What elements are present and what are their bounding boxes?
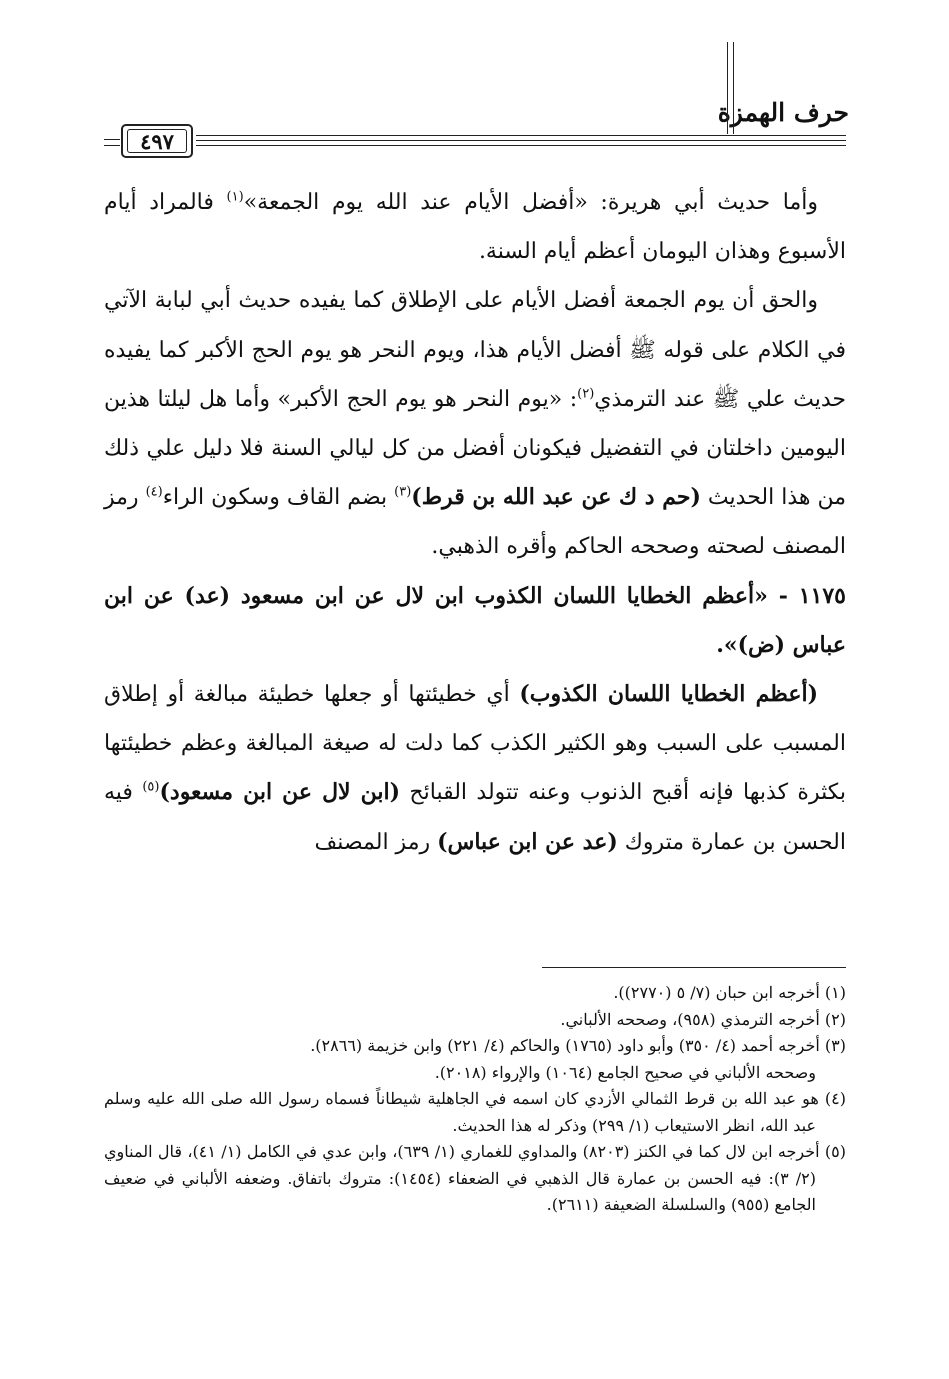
header-rule	[196, 140, 846, 141]
entry-number: ١١٧٥	[798, 582, 846, 609]
footnote-ref-1: (١)	[226, 189, 244, 205]
text-span: وأما حديث أبي هريرة: «أفضل الأيام عند الله يوم الجمعة»	[243, 190, 818, 215]
text-span: رمز المصنف لصحته وصححه الحاكم وأقره الذهبي.	[104, 485, 846, 560]
page-number: ٤٩٧	[127, 129, 187, 153]
text-span: والحق أن يوم الجمعة أفضل الأيام على الإطلاق كما يفيده حديث أبي لبابة الآتي في الكلام على قوله ﷺ أفضل الأيام هذا، ويوم النحر هو يوم الحج الأكبر كما يفيده حديث علي ﷺ عند الترمذي	[104, 288, 846, 412]
footnote-5: (٥) أخرجه ابن لال كما في الكنز (٨٢٠٣) والمداوي للغماري (١/ ٦٣٩)، وابن عدي في الكامل (١/ ٤١)، قال المناوي (٢/ ٣): فيه الحسن بن عمارة قال الذهبي في الضعفاء (١٤٥٤): متروك باتفاق. وضعفه الألباني في ضعيف الجامع (٩٥٥) والسلسلة الضعيفة (٢٦١١).	[104, 1142, 846, 1214]
footnote-2: (٢) أخرجه الترمذي (٩٥٨)، وصححه الألباني.	[560, 1009, 846, 1029]
quoted-phrase: (أعظم الخطايا اللسان الكذوب)	[519, 681, 818, 708]
source-citation: (ابن لال عن ابن مسعود)	[159, 779, 401, 806]
page-marker-dash	[104, 139, 120, 146]
footnote-ref-4: (٤)	[145, 484, 163, 500]
hadith-entry	[104, 572, 846, 670]
running-title: حرف الهمزة	[717, 98, 849, 127]
footnote-separator	[542, 967, 846, 968]
main-text	[104, 178, 846, 867]
title-separator	[727, 42, 734, 134]
footnote-4: (٤) هو عبد الله بن قرط الثمالي الأزدي كان اسمه في الجاهلية شيطاناً فسماه رسول الله صلى الله عليه وسلم عبد الله، انظر الاستيعاب (١/ ٢٩٩) وذكر له هذا الحديث.	[104, 1089, 846, 1135]
footnote-ref-2: (٢)	[577, 386, 595, 402]
source-citation: (حم د ك عن عبد الله بن قرط)	[411, 484, 701, 511]
footnote-1: (١) أخرجه ابن حبان (٧/ ٥ (٢٧٧٠)).	[613, 983, 846, 1002]
paragraph-2	[104, 276, 846, 571]
footnote-3-continued: وصححه الألباني في صحيح الجامع (١٠٦٤) والإرواء (٢٠١٨).	[434, 1062, 816, 1082]
paragraph-3	[104, 670, 846, 867]
footnote-ref-3: (٣)	[394, 484, 412, 500]
footnote-ref-5: (٥)	[142, 780, 160, 796]
text-span: فالمراد أيام الأسبوع وهذان اليومان أعظم أيام السنة.	[104, 190, 846, 265]
source-citation: (عد عن ابن عباس)	[437, 828, 618, 855]
text-span: بضم القاف وسكون الراء	[162, 485, 395, 511]
footnote-3: (٣) أخرجه أحمد (٤/ ٣٥٠) وأبو داود (١٧٦٥) والحاكم (٤/ ٢٢١) وابن خزيمة (٢٨٦٦).	[310, 1036, 846, 1055]
text-span: رمز المصنف	[314, 829, 438, 855]
text-span: : «يوم النحر هو يوم الحج الأكبر» وأما هل ليلتا هذين اليومين داخلتان في التفضيل فيكونان أفضل من كل ليالي السنة فلا دليل علي ذلك من هذا الحديث	[104, 386, 847, 511]
footnotes	[104, 980, 846, 1219]
entry-text: - «أعظم الخطايا اللسان الكذوب ابن لال عن ابن مسعود (عد) عن ابن عباس (ض)».	[104, 582, 846, 658]
text-span: أي خطيئتها أو جعلها خطيئة مبالغة أو إطلاق المسبب على السبب وهو الكثير الكذب كما دلت له صيغة المبالغة وعظم خطيئتها بكثرة كذبها فإنه أقبح الذنوب وعنه تتولد القبائح	[104, 682, 846, 806]
text-span: فيه الحسن بن عمارة متروك	[104, 780, 846, 855]
header-rule	[196, 135, 846, 136]
header-rule	[196, 145, 846, 146]
page-number-frame	[121, 124, 193, 158]
paragraph-1	[104, 178, 846, 276]
